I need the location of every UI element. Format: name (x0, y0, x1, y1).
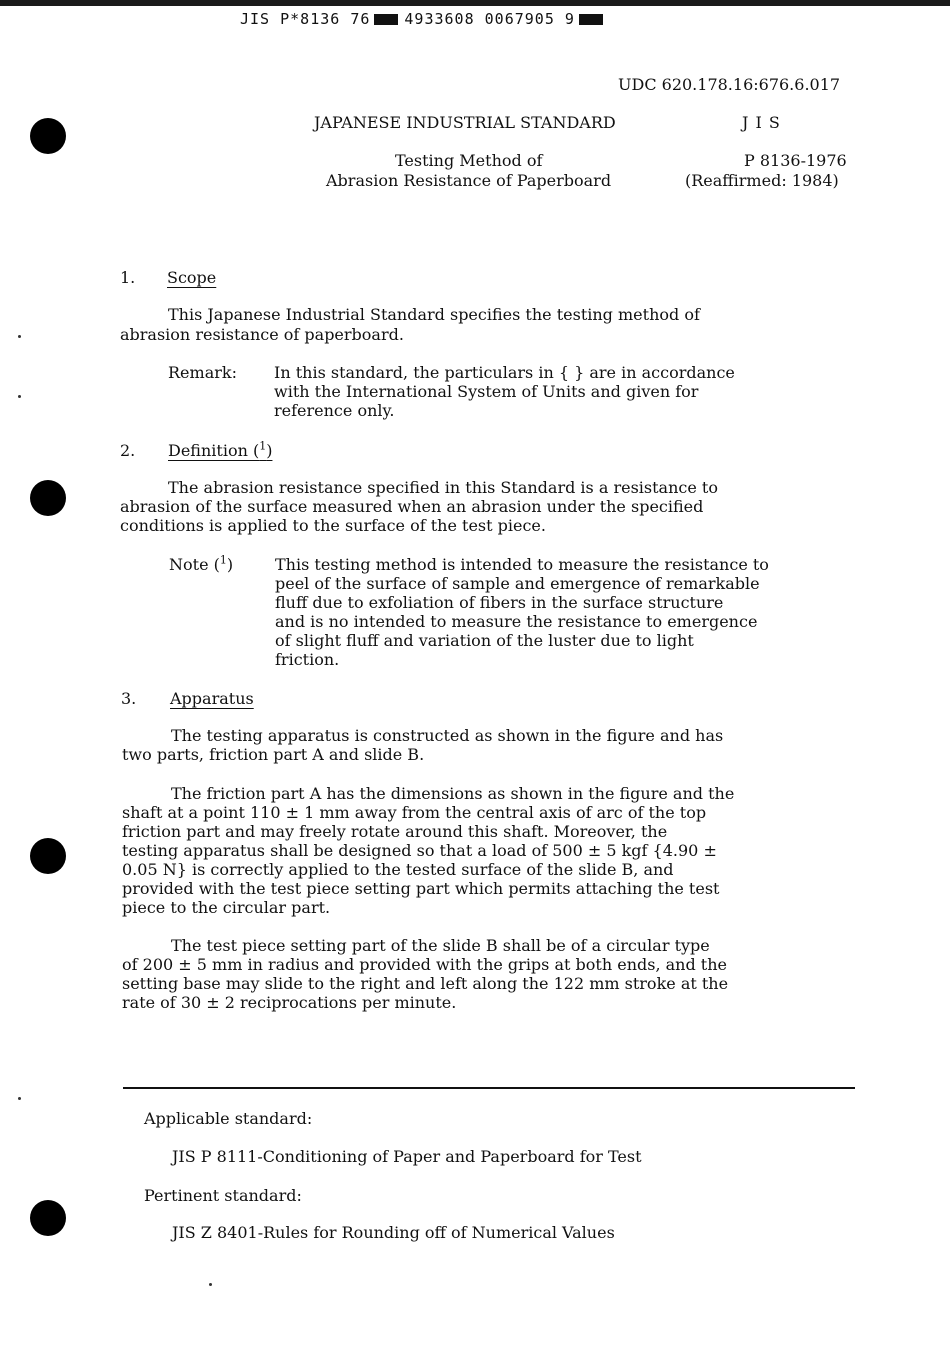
note-line: peel of the surface of sample and emergence of remarkable (275, 574, 760, 593)
udc-code: UDC 620.178.16:676.6.017 (618, 75, 841, 94)
scan-edge (0, 0, 950, 6)
section1-para-line: This Japanese Industrial Standard specifies the testing method of (168, 305, 700, 324)
section3-para2-line: 0.05 N} is correctly applied to the tested surface of the slide B, and (122, 860, 674, 879)
section3-title: Apparatus (170, 689, 254, 708)
scan-speck (209, 1283, 212, 1286)
remark-line: reference only. (274, 401, 395, 420)
doc-title-line2: Abrasion Resistance of Paperboard (326, 171, 612, 190)
scan-header-part2: 4933608 0067905 9 (404, 10, 575, 28)
footnote-ref: 1 (259, 439, 267, 453)
section2-title-text: Definition ( (168, 441, 260, 460)
reaffirmed-date: (Reaffirmed: 1984) (685, 171, 839, 190)
scan-header (240, 10, 609, 28)
section3-para3-line: setting base may slide to the right and left along the 122 mm stroke at the (122, 974, 729, 993)
section3-number: 3. (121, 689, 137, 708)
note-label (169, 555, 233, 575)
note-label-text: Note ( (169, 555, 220, 574)
scan-speck (18, 395, 21, 398)
section3-para2-line: The friction part A has the dimensions as shown in the figure and the (171, 784, 735, 803)
note-line: This testing method is intended to measure the resistance to (275, 555, 769, 574)
pertinent-standard-label: Pertinent standard: (144, 1186, 302, 1205)
org-title: JAPANESE INDUSTRIAL STANDARD (314, 113, 616, 132)
section1-number: 1. (120, 268, 136, 287)
note-line: and is no intended to measure the resistance to emergence (275, 612, 758, 631)
pertinent-standard: JIS Z 8401-Rules for Rounding off of Numerical Values (172, 1223, 615, 1242)
section3-para2-line: shaft at a point 110 ± 1 mm away from the central axis of arc of the top (122, 803, 707, 822)
section2-para-line: conditions is applied to the surface of the test piece. (120, 516, 546, 535)
scan-header-part1: JIS P*8136 76 (240, 10, 371, 28)
section3-para1-line: two parts, friction part A and slide B. (122, 745, 425, 764)
note-line: fluff due to exfoliation of fibers in the surface structure (275, 593, 724, 612)
punch-hole-3 (30, 838, 66, 874)
section2-para-line: abrasion of the surface measured when an abrasion under the specified (120, 497, 704, 516)
standard-code: P 8136-1976 (744, 151, 847, 170)
remark-line: In this standard, the particulars in { } are in accordance (274, 363, 735, 382)
jis-label: J I S (742, 113, 781, 132)
section3-para2-line: provided with the test piece setting part which permits attaching the test (122, 879, 720, 898)
section3-para2-line: piece to the circular part. (122, 898, 331, 917)
note-label-close: ) (226, 555, 234, 574)
remark-line: with the International System of Units and given for (274, 382, 699, 401)
section2-para-line: The abrasion resistance specified in this Standard is a resistance to (168, 478, 718, 497)
applicable-standard-label: Applicable standard: (144, 1109, 313, 1128)
section3-para2-line: friction part and may freely rotate around this shaft. Moreover, the (122, 822, 668, 841)
section1-title: Scope (167, 268, 217, 287)
section3-para1-line: The testing apparatus is constructed as shown in the figure and has (171, 726, 724, 745)
remark-label: Remark: (168, 363, 237, 382)
punch-hole-4 (30, 1200, 66, 1236)
section3-para3-line: rate of 30 ± 2 reciprocations per minute. (122, 993, 457, 1012)
note-line: of slight fluff and variation of the luster due to light (275, 631, 694, 650)
doc-title-line1: Testing Method of (395, 151, 543, 170)
section3-para2-line: testing apparatus shall be designed so that a load of 500 ± 5 kgf {4.90 ± (122, 841, 717, 860)
applicable-standard: JIS P 8111-Conditioning of Paper and Paperboard for Test (172, 1147, 642, 1166)
punch-hole-2 (30, 480, 66, 516)
note-line: friction. (275, 650, 340, 669)
scan-speck (18, 1097, 21, 1100)
redaction-block-2 (579, 14, 603, 25)
section2-title-close: ) (266, 441, 273, 460)
section2-number: 2. (120, 441, 136, 460)
footnote-ref: 1 (219, 553, 227, 567)
section3-para3-line: The test piece setting part of the slide B shall be of a circular type (171, 936, 710, 955)
redaction-block-1 (374, 14, 398, 25)
scan-speck (18, 335, 21, 338)
section1-para-line: abrasion resistance of paperboard. (120, 325, 404, 344)
section2-title (168, 441, 272, 461)
punch-hole-1 (30, 118, 66, 154)
footer-divider (123, 1087, 855, 1089)
section3-para3-line: of 200 ± 5 mm in radius and provided with the grips at both ends, and the (122, 955, 727, 974)
